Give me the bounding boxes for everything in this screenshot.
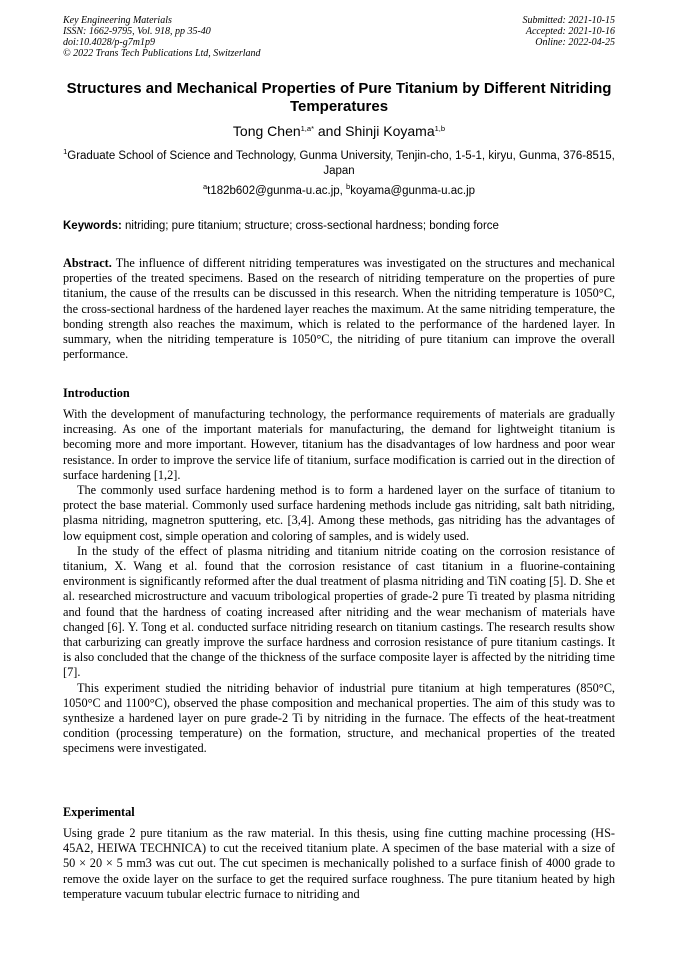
author-affil-marker: 1,b [434,124,446,133]
paragraph: With the development of manufacturing technology, the performance requirements of materials are gradually increasing. As one of the important materials for manufacturing, the demand for lightweight titanium is becoming more and more important. However, titanium has the disadvantages of low hardness and poor wear resistance. In order to improve the service life of titanium, surface modification is carried out in the direction of surface hardening [1,2]. [63,407,615,482]
paragraph: In the study of the effect of plasma nitriding and titanium nitride coating on the corrosion resistance of titanium, X. Wang et al. found that the corrosion resistance of cast titanium in a fluorine-containing environment is significantly reformed after the dual treatment of plasma nitriding and TiN coating [5]. D. She et al. researched microstructure and vacuum tribological properties of grade-2 pure Ti treated by plasma nitriding and found that the hardness of coating increased after nitriding and the wear mechanism of materials have changed [6]. Y. Tong et al. conducted surface nitriding research on titanium castings. The research results show that carburizing can greatly improve the surface hardness and corrosion resistance of pure titanium castings. It is also concluded that the change of the thickness of the surface composite layer is affected by the nitriding time [7]. [63,543,615,680]
online-date: Online: 2022-04-25 [535,37,615,48]
experimental-body [63,826,615,902]
journal-copyright: © 2022 Trans Tech Publications Ltd, Switzerland [63,48,261,59]
affiliation [63,149,615,179]
email-marker: a [202,182,208,191]
abstract-label: Abstract. [63,256,112,270]
affiliation-marker: 1 [63,147,68,156]
abstract-text: The influence of different nitriding temperatures was investigated on the structures and mechanical properties of the treated specimens. Based on the research of nitriding temperature on the properties of pure titanium, the cause of the rresults can be discussed in this research. When the nitriding temperature is 1050°C, the cross-sectional hardness of the hardened layer reaches the maximum. At the same nitriding temperature, the bonding strength also reaches the maximum, which is related to the performance of the hardened layer. In summary, when the nitriding temperature is 1050°C, the nitriding of pure titanium can improve the overall performance. [63,256,615,362]
abstract [63,256,615,362]
paragraph: The commonly used surface hardening method is to form a hardened layer on the surface of titanium to protect the base material. Commonly used surface hardening methods include gas nitriding, salt bath nitriding, plasma nitriding, magnetron sputtering, etc. [3,4]. Among these methods, gas nitriding has the advantages of low equipment cost, simple operation and coloring of samples, and is widely used. [63,483,615,543]
section-heading-introduction: Introduction [63,386,130,400]
accepted-date: Accepted: 2021-10-16 [525,26,615,37]
author-affil-marker: 1,a* [300,124,314,133]
author-name: Tong Chen [232,123,301,139]
affiliation-text: Graduate School of Science and Technology, Gunma University, Tenjin-cho, 1-5-1, kiryu, Gunma, 376-8515, Japan [67,150,615,177]
keywords-label: Keywords: [63,220,122,232]
keywords [63,219,615,233]
journal-name: Key Engineering Materials [63,15,172,26]
section-heading-experimental: Experimental [63,805,135,819]
author-conjunction: and [314,123,346,139]
paragraph: This experiment studied the nitriding behavior of industrial pure titanium at high temperatures (850°C, 1050°C and 1100°C), observed the phase composition and mechanical properties. The aim of this study was to synthesize a hardened layer on pure grade-2 Ti by nitriding in the furnace. The effects of the heat-treatment condition (processing temperature) on the formation, structure, and mechanical properties of the treated specimens were investigated. [63,680,615,756]
email-marker: b [346,182,351,191]
paragraph: Using grade 2 pure titanium as the raw material. In this thesis, using fine cutting machine processing (HS-45A2, HEIWA TECHNICA) to cut the received titanium plate. A specimen of the base material with a size of 50 × 20 × 5 mm3 was cut out. The cut specimen is mechanically polished to a surface finish of 4000 grade to remove the oxide layer on the surface to get the required surface roughness. The pure titanium heated by high temperature vacuum tubular electric furnace to nitriding and [63,826,615,901]
paper-title: Structures and Mechanical Properties of Pure Titanium by Different Nitriding Temperatures [66,80,612,115]
submitted-date: Submitted: 2021-10-15 [522,15,615,26]
keywords-text: nitriding; pure titanium; structure; cross-sectional hardness; bonding force [121,220,499,232]
journal-doi: doi:10.4028/p-g7m1p9 [63,37,155,48]
journal-meta-right [523,15,616,48]
journal-meta-left [63,15,261,59]
author-list [63,123,615,139]
author-emails [63,184,615,198]
author-name: Shinji Koyama [345,123,435,139]
introduction-body [63,407,615,757]
journal-issn: ISSN: 1662-9795, Vol. 918, pp 35-40 [63,26,211,37]
email-link[interactable]: koyama@gunma-u.ac.jp [350,185,476,197]
email-link[interactable]: t182b602@gunma-u.ac.jp, [207,185,347,197]
